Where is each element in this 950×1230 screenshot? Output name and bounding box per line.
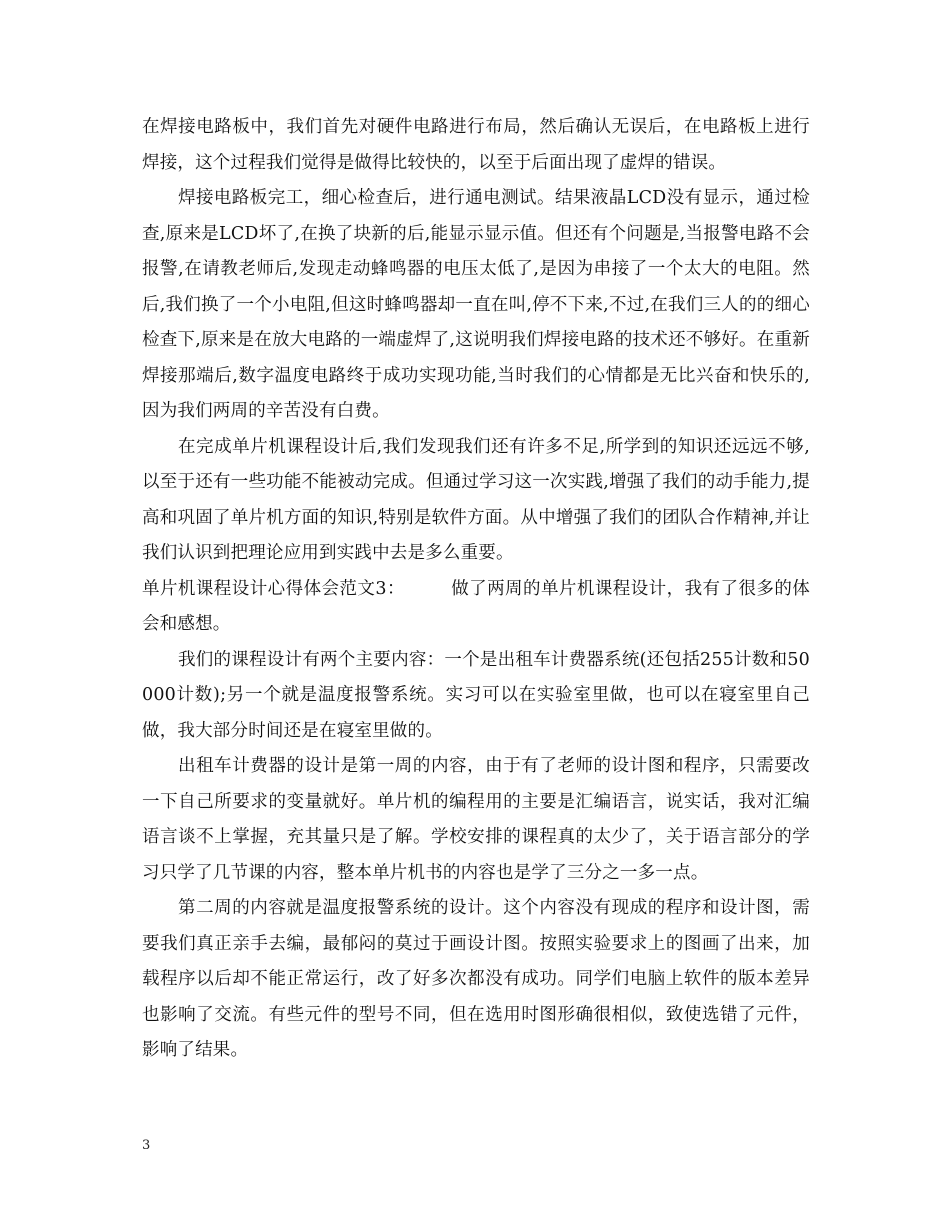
paragraph-course-content: 我们的课程设计有两个主要内容：一个是出租车计费器系统(还包括255计数和50000计数);另一个就是温度报警系统。实习可以在实验室里做，也可以在寝室里自己做，我大部分时间还是在寝室里做的。	[142, 649, 810, 741]
section-heading-text: 做了两周的单片机课程设计，我有了很多的体会和感想。	[142, 578, 810, 634]
paragraph-course-reflection: 在完成单片机课程设计后,我们发现我们还有许多不足,所学到的知识还远远不够,以至于还有一些功能不能被动完成。但通过学习这一次实践,增强了我们的动手能力,提高和巩固了单片机方面的知识,特别是软件方面。从中增强了我们的团队合作精神,并让我们认识到把理论应用到实践中去是多么重要。	[142, 436, 810, 563]
page-number: 3	[142, 1138, 151, 1153]
paragraph-taxi-meter: 出租车计费器的设计是第一周的内容，由于有了老师的设计图和程序，只需要改一下自己所要求的变量就好。单片机的编程用的主要是汇编语言，说实话，我对汇编语言谈不上掌握，充其量只是了解。学校安排的课程真的太少了，关于语言部分的学习只学了几节课的内容，整本单片机书的内容也是学了三分之一多一点。	[142, 756, 810, 883]
paragraph-power-test: 焊接电路板完工，细心检查后，进行通电测试。结果液晶LCD没有显示，通过检查,原来是LCD坏了,在换了块新的后,能显示显示值。但还有个问题是,当报警电路不会报警,在请教老师后,发现走动蜂鸣器的电压太低了,是因为串接了一个太大的电阻。然后,我们换了一个小电阻,但这时蜂鸣器却一直在叫,停不下来,不过,在我们三人的的细心检查下,原来是在放大电路的一端虚焊了,这说明我们焊接电路的技术还不够好。在重新焊接那端后,数字温度电路终于成功实现功能,当时我们的心情都是无比兴奋和快乐的,因为我们两周的辛苦没有白费。	[142, 188, 810, 421]
document-body	[142, 110, 810, 1069]
section-heading-line	[142, 572, 810, 643]
section-heading-title: 单片机课程设计心得体会范文3：	[142, 578, 405, 599]
paragraph-temperature-alarm: 第二周的内容就是温度报警系统的设计。这个内容没有现成的程序和设计图，需要我们真正亲手去编，最郁闷的莫过于画设计图。按照实验要求上的图画了出来，加载程序以后却不能正常运行，改了好多次都没有成功。同学们电脑上软件的版本差异也影响了交流。有些元件的型号不同，但在选用时图形确很相似，致使选错了元件，影响了结果。	[142, 898, 810, 1060]
paragraph-welding-layout: 在焊接电路板中，我们首先对硬件电路进行布局，然后确认无误后，在电路板上进行焊接，这个过程我们觉得是做得比较快的，以至于后面出现了虚焊的错误。	[142, 117, 810, 173]
